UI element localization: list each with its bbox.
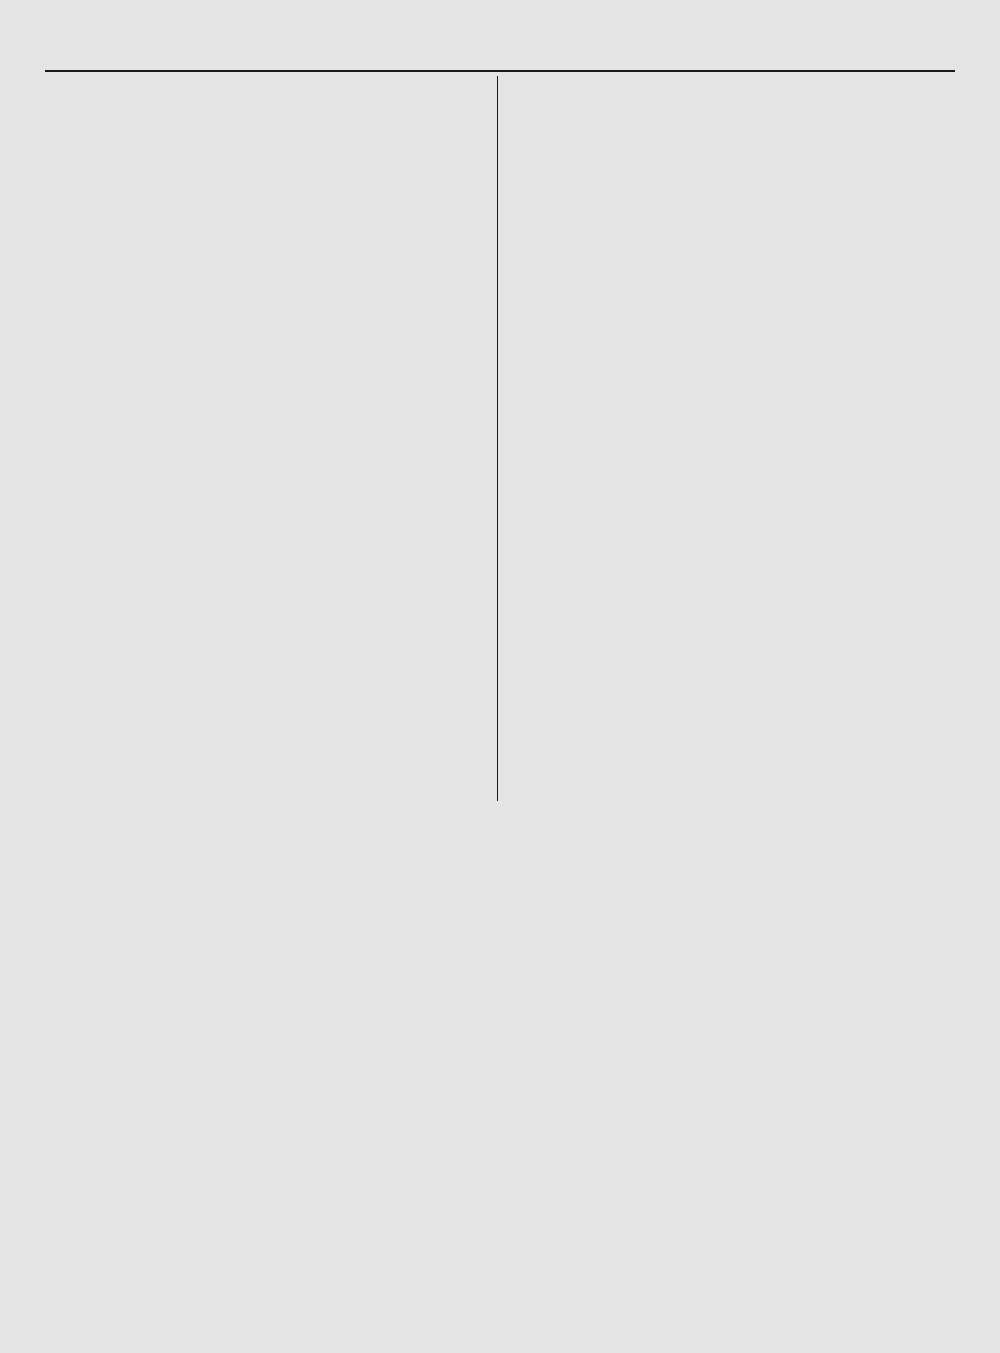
column-divider (497, 76, 498, 801)
header-rule (45, 70, 955, 72)
